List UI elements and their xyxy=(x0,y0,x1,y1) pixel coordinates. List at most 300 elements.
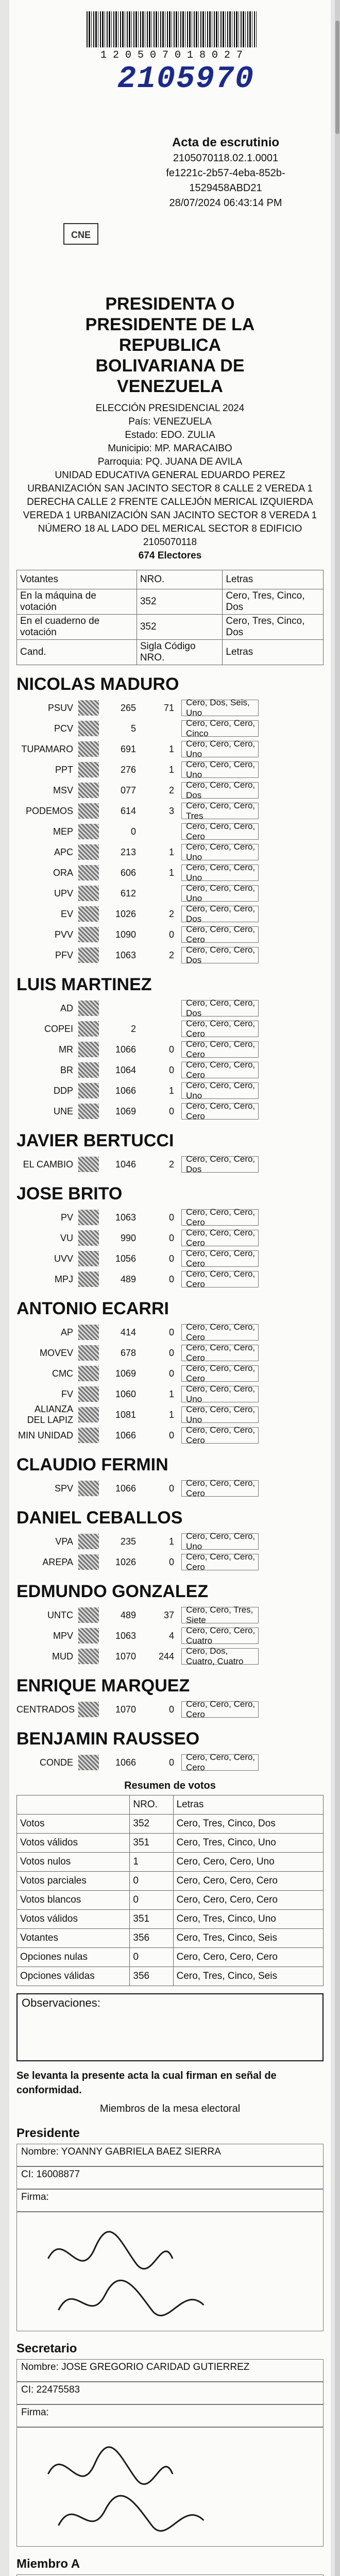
parroquia: Parroquia: PQ. JUANA DE AVILA xyxy=(97,456,243,467)
party-sigla: MR xyxy=(59,1044,73,1055)
party-letras: Cero, Cero, Cero, Uno xyxy=(181,865,259,881)
party-votes: 0 xyxy=(130,826,136,837)
party-votes: 489 xyxy=(120,1609,136,1620)
party-code: 71 xyxy=(163,702,174,713)
observaciones-box xyxy=(16,1993,324,2061)
party-logo xyxy=(78,1104,99,1119)
logo-text: CNE xyxy=(71,230,91,240)
candidate-name: NICOLAS MADURO xyxy=(16,674,179,694)
party-letras: Cero, Cero, Cero, Dos xyxy=(181,906,259,922)
party-logo xyxy=(78,1534,99,1549)
party-votes: 265 xyxy=(120,702,136,713)
party-sigla: APC xyxy=(54,846,73,857)
party-sigla: AP xyxy=(60,1327,73,1337)
party-votes: 1070 xyxy=(115,1704,136,1715)
party-logo xyxy=(78,1325,99,1340)
party-sigla: MPV xyxy=(53,1630,73,1641)
party-letras: Cero, Cero, Cero, Uno xyxy=(181,844,259,860)
party-votes: 1026 xyxy=(115,908,136,919)
party-row xyxy=(16,1605,324,1625)
party-logo xyxy=(78,1272,99,1287)
party-votes: 1056 xyxy=(115,1253,136,1264)
party-code: 0 xyxy=(168,1347,174,1358)
party-row xyxy=(16,924,324,945)
party-votes: 1066 xyxy=(115,1483,136,1494)
municipio: Municipio: MP. MARACAIBO xyxy=(108,443,232,454)
party-sigla: PFV xyxy=(55,950,73,960)
party-sigla: VPA xyxy=(55,1536,73,1547)
party-logo xyxy=(78,844,99,860)
table-row: En el cuaderno de votación 352 Cero, Tres, Cinco, Dos xyxy=(17,615,324,640)
acta-fecha: 28/07/2024 06:43:14 PM xyxy=(169,197,282,209)
signature-box xyxy=(16,2427,324,2547)
party-code: 2 xyxy=(168,950,174,960)
pais: País: VENEZUELA xyxy=(128,416,212,427)
codigo-centro: 2105070118 xyxy=(143,537,197,548)
party-votes: 1060 xyxy=(115,1388,136,1399)
candidate-name: CLAUDIO FERMIN xyxy=(16,1455,168,1475)
party-row xyxy=(16,698,324,718)
party-letras: Cero, Cero, Cero, Cero xyxy=(181,1041,259,1058)
party-logo xyxy=(78,1607,99,1623)
observaciones-label: Observaciones: xyxy=(22,1996,100,2009)
party-row xyxy=(16,821,324,842)
party-row xyxy=(16,883,324,904)
candidate-name: ENRIQUE MARQUEZ xyxy=(16,1676,190,1696)
party-row xyxy=(16,1646,324,1667)
party-code: 0 xyxy=(168,1212,174,1223)
table-row: Votos 352 Cero, Tres, Cinco, Dos xyxy=(17,1815,324,1834)
scrollbar-thumb[interactable] xyxy=(335,21,339,134)
party-row xyxy=(16,1207,324,1228)
party-sigla: COPEI xyxy=(44,1023,73,1034)
party-logo xyxy=(78,865,99,880)
party-logo xyxy=(78,1407,99,1422)
candidate-section xyxy=(16,1455,324,1499)
table-row: Votantes 356 Cero, Tres, Cinco, Seis xyxy=(17,1929,324,1948)
party-code: 2 xyxy=(168,908,174,919)
party-code: 0 xyxy=(168,1064,174,1075)
member-nombre: Nombre: YOANNY GABRIELA BAEZ SIERRA xyxy=(16,2144,324,2166)
party-logo xyxy=(78,1042,99,1057)
party-code: 0 xyxy=(168,1430,174,1440)
party-code: 0 xyxy=(168,1274,174,1284)
cne-logo xyxy=(63,218,99,249)
party-letras: Cero, Cero, Cero, Cero xyxy=(181,1250,259,1267)
party-votes: 1063 xyxy=(115,1630,136,1641)
party-sigla: PV xyxy=(60,1212,73,1223)
acta-meta xyxy=(133,135,318,211)
party-votes: 678 xyxy=(120,1347,136,1358)
party-row xyxy=(16,1269,324,1290)
party-logo xyxy=(78,1230,99,1246)
party-letras: Cero, Cero, Cero, Cero xyxy=(181,1062,259,1078)
party-letras: Cero, Cero, Cero, Uno xyxy=(181,761,259,778)
votantes-header: NRO. xyxy=(137,570,223,589)
party-row xyxy=(16,718,324,739)
party-sigla: UNE xyxy=(53,1106,73,1116)
party-letras: Cero, Cero, Cero, Cero xyxy=(181,1427,259,1444)
party-votes: 2 xyxy=(130,1023,136,1034)
party-logo xyxy=(78,1628,99,1643)
party-row xyxy=(16,1322,324,1343)
party-sigla: AREPA xyxy=(42,1556,73,1567)
member-nombre: Nombre: JOSE GREGORIO CARIDAD GUTIERREZ xyxy=(16,2359,324,2382)
party-votes: 990 xyxy=(120,1232,136,1243)
party-logo xyxy=(78,1021,99,1037)
party-row xyxy=(16,780,324,801)
party-row xyxy=(16,739,324,759)
party-logo xyxy=(78,1366,99,1381)
party-sigla: BR xyxy=(60,1064,73,1075)
resumen-votos xyxy=(16,1780,324,1986)
party-letras: Cero, Cero, Cero, Cero xyxy=(181,1480,259,1497)
party-logo xyxy=(78,741,99,757)
acta-hash: fe1221c-2b57-4eba-852b-1529458ABD21 xyxy=(166,167,285,194)
party-sigla: DDP xyxy=(53,1085,73,1096)
party-sigla: CENTRADOS xyxy=(16,1704,75,1715)
scrollbar[interactable] xyxy=(335,0,340,2576)
party-code: 0 xyxy=(168,1106,174,1116)
party-letras: Cero, Cero, Cero, Uno xyxy=(181,885,259,902)
handwritten-serial: 2105970 xyxy=(117,62,255,97)
party-logo xyxy=(78,947,99,963)
votantes-header: Letras xyxy=(223,570,324,589)
party-code: 244 xyxy=(158,1651,174,1662)
party-code: 0 xyxy=(168,1757,174,1768)
party-logo xyxy=(78,927,99,942)
party-sigla: PODEMOS xyxy=(25,805,73,816)
party-letras: Cero, Cero, Cero, Cero xyxy=(181,926,259,943)
party-sigla: VU xyxy=(60,1232,73,1243)
party-letras: Cero, Cero, Cero, Dos xyxy=(181,1000,259,1016)
signature xyxy=(17,2428,323,2546)
acta-paper xyxy=(9,0,331,2576)
party-sigla: MOVEV xyxy=(39,1347,73,1358)
party-letras: Cero, Cero, Cero, Cero xyxy=(181,1701,259,1718)
candidate-section xyxy=(16,1131,324,1175)
barcode-number: 1 2 0 5 0 7 0 1 8 0 2 7 xyxy=(100,49,243,61)
party-letras: Cero, Cero, Cero, Cero xyxy=(181,1365,259,1382)
party-sigla: MEP xyxy=(53,826,73,837)
party-votes: 1066 xyxy=(115,1430,136,1440)
member-role: Secretario xyxy=(16,2342,77,2355)
party-logo xyxy=(78,803,99,819)
party-logo xyxy=(78,1702,99,1717)
party-votes: 1063 xyxy=(115,950,136,960)
estado: Estado: EDO. ZULIA xyxy=(125,430,215,440)
candidate-section xyxy=(16,1729,324,1773)
barcode xyxy=(87,11,257,47)
party-row xyxy=(16,1384,324,1404)
party-votes: 1066 xyxy=(115,1044,136,1055)
party-logo xyxy=(78,886,99,901)
party-code: 2 xyxy=(168,1159,174,1170)
party-logo xyxy=(78,721,99,736)
party-sigla: PCV xyxy=(54,723,73,734)
party-code: 0 xyxy=(168,1253,174,1264)
party-votes: 5 xyxy=(130,723,136,734)
party-row xyxy=(16,945,324,965)
party-sigla: PSUV xyxy=(47,702,73,713)
party-votes: 276 xyxy=(120,764,136,775)
party-row xyxy=(16,759,324,780)
candidate-section xyxy=(16,674,324,965)
party-row xyxy=(16,1039,324,1060)
party-votes: 606 xyxy=(120,867,136,878)
party-letras: Cero, Cero, Cero, Cero xyxy=(181,1754,259,1771)
party-sigla: MUD xyxy=(52,1651,73,1662)
candidate-name: ANTONIO ECARRI xyxy=(16,1299,169,1318)
party-logo xyxy=(78,1062,99,1078)
party-letras: Cero, Cero, Cero, Uno xyxy=(181,1533,259,1550)
candidate-name: JOSE BRITO xyxy=(16,1184,123,1204)
party-sigla: UPV xyxy=(54,888,73,899)
party-votes: 414 xyxy=(120,1327,136,1337)
party-votes: 213 xyxy=(120,846,136,857)
party-row xyxy=(16,1248,324,1269)
party-sigla: PVV xyxy=(54,929,73,940)
party-code: 1 xyxy=(168,1536,174,1547)
party-row xyxy=(16,1478,324,1499)
table-row: Cand. Sigla Código NRO. Letras xyxy=(17,640,324,665)
party-votes: 077 xyxy=(120,785,136,795)
candidate-name: DANIEL CEBALLOS xyxy=(16,1508,183,1528)
party-code: 4 xyxy=(168,1630,174,1641)
party-sigla: FV xyxy=(61,1388,73,1399)
candidate-name: JAVIER BERTUCCI xyxy=(16,1131,174,1150)
party-logo xyxy=(78,824,99,839)
party-sigla: CONDE xyxy=(39,1757,73,1768)
party-votes: 1046 xyxy=(115,1159,136,1170)
candidate-section xyxy=(16,975,324,1122)
votantes-table xyxy=(16,570,324,665)
party-sigla: MSV xyxy=(53,785,73,795)
party-sigla: MIN UNIDAD xyxy=(18,1430,73,1440)
party-sigla: AD xyxy=(60,1003,73,1013)
party-logo xyxy=(78,1649,99,1664)
candidate-section xyxy=(16,1184,324,1290)
election-subtitle: ELECCIÓN PRESIDENCIAL 2024 xyxy=(95,403,245,414)
party-row xyxy=(16,1552,324,1572)
members-list xyxy=(16,2126,324,2576)
candidate-section xyxy=(16,1582,324,1667)
party-code: 1 xyxy=(168,1409,174,1420)
party-letras: Cero, Dos, Cuatro, Cuatro xyxy=(181,1648,259,1665)
party-row xyxy=(16,1752,324,1773)
party-letras: Cero, Cero, Cero, Dos xyxy=(181,1156,259,1173)
party-letras: Cero, Cero, Cero, Uno xyxy=(181,1386,259,1402)
party-sigla: ALIANZA DEL LAPIZ xyxy=(27,1404,73,1425)
party-code: 2 xyxy=(168,785,174,795)
signature-box xyxy=(16,2212,324,2331)
party-row xyxy=(16,1531,324,1552)
party-letras: Cero, Cero, Cero, Cero xyxy=(181,1324,259,1341)
party-row xyxy=(16,1404,324,1425)
party-row xyxy=(16,1425,324,1446)
party-letras: Cero, Cero, Cero, Uno xyxy=(181,1406,259,1423)
party-votes: 1063 xyxy=(115,1212,136,1223)
party-letras: Cero, Cero, Cero, Cero xyxy=(181,1345,259,1361)
party-votes: 1069 xyxy=(115,1368,136,1379)
table-row: Votos válidos 351 Cero, Tres, Cinco, Uno xyxy=(17,1910,324,1929)
table-row: Votos nulos 1 Cero, Cero, Cero, Uno xyxy=(17,1853,324,1872)
party-logo xyxy=(78,1386,99,1402)
party-row xyxy=(16,842,324,862)
signature xyxy=(17,2212,323,2331)
election-title: PRESIDENTA O PRESIDENTE DE LA REPUBLICA BOLIVARIANA DE VENEZUELA xyxy=(85,294,255,396)
party-code: 0 xyxy=(168,1327,174,1337)
party-logo xyxy=(78,1001,99,1016)
party-sigla: EV xyxy=(60,908,73,919)
party-code: 0 xyxy=(168,1483,174,1494)
party-letras: Cero, Cero, Cero, Tres xyxy=(181,803,259,819)
member-ci: CI: 16008877 xyxy=(16,2166,324,2189)
party-code: 1 xyxy=(168,764,174,775)
party-row xyxy=(16,862,324,883)
party-letras: Cero, Dos, Seis, Uno xyxy=(181,700,259,716)
party-code: 0 xyxy=(168,1044,174,1055)
candidate-name: BENJAMIN RAUSSEO xyxy=(16,1729,200,1749)
candidates-list xyxy=(16,674,324,1773)
party-logo xyxy=(78,1083,99,1098)
centro: UNIDAD EDUCATIVA GENERAL EDUARDO PEREZ xyxy=(55,470,285,481)
party-code: 0 xyxy=(168,1704,174,1715)
acta-codigo: 2105070118.02.1.0001 xyxy=(173,152,279,164)
party-votes: 612 xyxy=(120,888,136,899)
member-role: Presidente xyxy=(16,2126,80,2140)
party-logo xyxy=(78,1251,99,1266)
member-block xyxy=(16,2557,324,2576)
party-letras: Cero, Cero, Cero, Cero xyxy=(181,1554,259,1570)
party-letras: Cero, Cero, Cero, Cero xyxy=(181,1103,259,1120)
party-row xyxy=(16,1019,324,1039)
party-votes: 1066 xyxy=(115,1085,136,1096)
party-votes: 1064 xyxy=(115,1064,136,1075)
mesa-intro: Se levanta la presente acta la cual firman en señal de conformidad. xyxy=(16,2070,277,2096)
party-letras: Cero, Cero, Cero, Cero xyxy=(181,823,259,840)
party-votes: 1081 xyxy=(115,1409,136,1420)
party-logo xyxy=(78,1554,99,1570)
member-block xyxy=(16,2342,324,2547)
resumen-table: NRO. Letras Votos 352 Cero, Tres, Cinco, Dos Votos válidos 351 Cero, Tres, Cinco, Uno Votos nulos 1 Cero, Cero, Cero, Uno Votos parciales 0 Cero, Cero, Cero, Cero Votos blancos 0 Cero, Cero, Cero, Cero Votos válidos 351 Cero, Tres, Cinco, Uno Votantes 356 Cero, Tres, Cinco, Seis Opciones nulas 0 Cero, Cero, Cero, Cero Opciones válidas 356 Cero, Tres, Cinco, Seis xyxy=(16,1795,324,1986)
party-sigla: PPT xyxy=(55,764,73,775)
resumen-title: Resumen de votos xyxy=(124,1780,216,1791)
table-row: Votos blancos 0 Cero, Cero, Cero, Cero xyxy=(17,1891,324,1910)
party-sigla: ORA xyxy=(53,867,73,878)
candidate-name: LUIS MARTINEZ xyxy=(16,975,152,994)
candidate-section xyxy=(16,1676,324,1720)
party-sigla: SPV xyxy=(54,1483,73,1494)
party-code: 1 xyxy=(168,743,174,754)
table-row: Votos válidos 351 Cero, Tres, Cinco, Uno xyxy=(17,1834,324,1853)
table-row: En la máquina de votación 352 Cero, Tres, Cinco, Dos xyxy=(17,589,324,615)
party-votes: 1026 xyxy=(115,1556,136,1567)
party-letras: Cero, Cero, Cero, Uno xyxy=(181,1082,259,1099)
party-letras: Cero, Cero, Tres, Siete xyxy=(181,1607,259,1623)
party-logo xyxy=(78,1157,99,1172)
party-row xyxy=(16,1343,324,1363)
party-votes: 614 xyxy=(120,805,136,816)
table-row: Votos parciales 0 Cero, Cero, Cero, Cero xyxy=(17,1872,324,1891)
party-logo xyxy=(78,1428,99,1443)
member-firma-label: Firma: xyxy=(16,2404,324,2427)
party-letras: Cero, Cero, Cero, Dos xyxy=(181,782,259,799)
party-code: 3 xyxy=(168,805,174,816)
candidate-section xyxy=(16,1508,324,1572)
party-votes: 691 xyxy=(120,743,136,754)
direccion: URBANIZACIÓN SAN JACINTO SECTOR 8 CALLE 2 VEREDA 1 DERECHA CALLE 2 FRENTE CALLEJÓN MERICAL IZQUIERDA VEREDA 1 URBANIZACIÓN SAN JACINTO SECTOR 8 VEREDA 1 NÚMERO 18 AL LADO DEL MERICAL SECTOR 8 EDIFICIO xyxy=(23,483,317,534)
party-sigla: UVV xyxy=(54,1253,73,1264)
party-sigla: UNTC xyxy=(47,1609,73,1620)
table-row: Opciones nulas 0 Cero, Cero, Cero, Cero xyxy=(17,1948,324,1967)
party-row xyxy=(16,1154,324,1175)
party-sigla: CMC xyxy=(52,1368,73,1379)
party-code: 0 xyxy=(168,929,174,940)
party-sigla: EL CAMBIO xyxy=(23,1159,73,1170)
party-logo xyxy=(78,700,99,716)
party-letras: Cero, Cero, Cero, Cero xyxy=(181,1230,259,1246)
party-row xyxy=(16,1060,324,1080)
party-letras: Cero, Cero, Cero, Cinco xyxy=(181,720,259,737)
party-code: 1 xyxy=(168,867,174,878)
member-ci: CI: 22475583 xyxy=(16,2382,324,2404)
party-row xyxy=(16,1363,324,1384)
party-letras: Cero, Cero, Cero, Dos xyxy=(181,947,259,963)
party-logo xyxy=(78,1345,99,1361)
party-letras: Cero, Cero, Cero, Cero xyxy=(181,1271,259,1287)
candidate-name: EDMUNDO GONZALEZ xyxy=(16,1582,209,1601)
party-code: 0 xyxy=(168,1556,174,1567)
party-votes: 1066 xyxy=(115,1757,136,1768)
acta-header xyxy=(9,0,331,289)
party-letras: Cero, Cero, Cero, Uno xyxy=(181,741,259,757)
party-logo xyxy=(78,1481,99,1496)
party-logo xyxy=(78,783,99,798)
party-row xyxy=(16,998,324,1019)
party-row xyxy=(16,904,324,924)
party-row xyxy=(16,801,324,821)
party-sigla: TUPAMARO xyxy=(21,743,73,754)
members-title: Miembros de la mesa electoral xyxy=(99,2103,241,2114)
party-votes: 1090 xyxy=(115,929,136,940)
party-votes: 235 xyxy=(120,1536,136,1547)
party-row xyxy=(16,1625,324,1646)
party-logo xyxy=(78,762,99,777)
party-code: 0 xyxy=(168,1232,174,1243)
party-code: 1 xyxy=(168,846,174,857)
party-row xyxy=(16,1699,324,1720)
candidate-section xyxy=(16,1299,324,1446)
party-code: 1 xyxy=(168,1085,174,1096)
party-letras: Cero, Cero, Cero, Cero xyxy=(181,1021,259,1037)
party-votes: 489 xyxy=(120,1274,136,1284)
party-code: 0 xyxy=(168,1368,174,1379)
party-row xyxy=(16,1228,324,1248)
member-role: Miembro A xyxy=(16,2557,80,2571)
party-votes: 1070 xyxy=(115,1651,136,1662)
party-sigla: MPJ xyxy=(55,1274,73,1284)
votantes-header: Votantes xyxy=(17,570,137,589)
table-row: Opciones válidas 356 Cero, Tres, Cinco, Seis xyxy=(17,1967,324,1986)
party-logo xyxy=(78,1755,99,1770)
party-row xyxy=(16,1101,324,1122)
member-firma-label: Firma: xyxy=(16,2189,324,2212)
party-letras: Cero, Cero, Cero, Cero xyxy=(181,1209,259,1226)
electores: 674 Electores xyxy=(138,550,202,561)
member-block xyxy=(16,2126,324,2331)
party-code: 1 xyxy=(168,1388,174,1399)
